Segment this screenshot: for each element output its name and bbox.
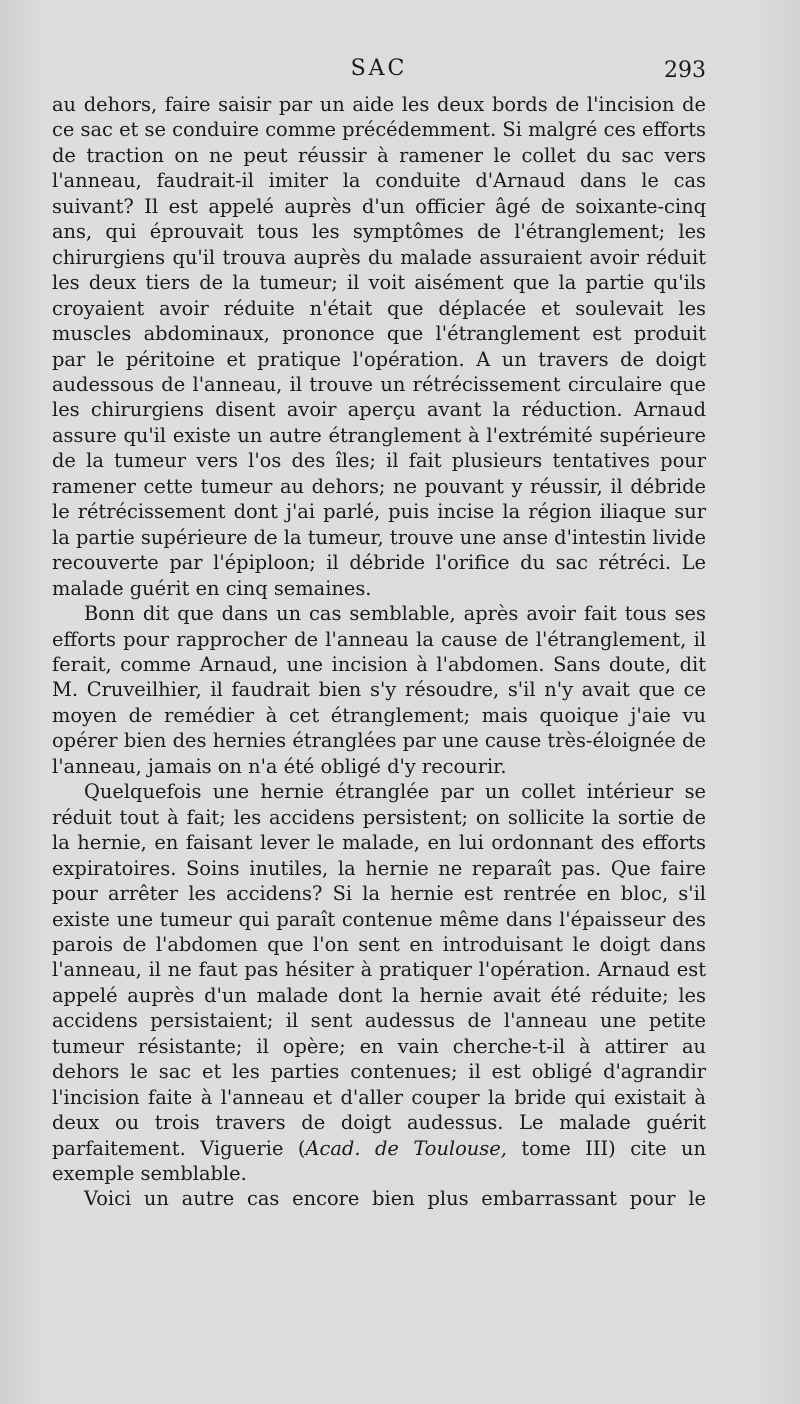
paragraph-bonn: Bonn dit que dans un cas semblable, après avoir fait tous ses efforts pour rapprocher de l'anneau la cause de l'étranglement, il ferait, comme Arnaud, une incision à l'abdomen. Sans doute, dit M. Cruveilhier, il faudrait bien s'y résoudre, s'il n'y avait que ce moyen de remédier à cet étranglement; mais quoique j'aie vu opérer bien des hernies étranglées par une cause très-éloignée de l'anneau, jamais on n'a été obligé d'y recourir. (52, 602, 706, 778)
running-head (52, 56, 706, 92)
page-number: 293 (664, 58, 706, 83)
running-head-title: SAC (350, 56, 408, 81)
body-text (52, 92, 706, 1212)
source-citation: Acad. de Toulouse, (305, 1136, 507, 1160)
paragraph-continued: au dehors, faire saisir par un aide les deux bords de l'incision de ce sac et se conduire comme précédemment. Si malgré ces efforts de traction on ne peut réussir à ramener le collet du sac vers l'anneau, faudrait-il imiter la conduite d'Arnaud dans le cas suivant? Il est appelé auprès d'un officier âgé de soixante-cinq ans, qui éprouvait tous les symptômes de l'étranglement; les chirurgiens qu'il trouva auprès du malade assuraient avoir réduit les deux tiers de la tumeur; il voit aisément que la partie qu'ils croyaient avoir réduite n'était que déplacée et soulevait les muscles abdominaux, prononce que l'étranglement est produit par le péritoine et pratique l'opération. A un travers de doigt audessous de l'anneau, il trouve un rétrécissement circulaire que les chirurgiens disent avoir aperçu avant la réduction. Arnaud assure qu'il existe un autre étranglement à l'extrémité supérieure de la tumeur vers l'os des îles; il fait plusieurs tentatives pour ramener cette tumeur au dehors; ne pouvant y réussir, il débride le rétrécissement dont j'ai parlé, puis incise la région iliaque sur la partie supérieure de la tumeur, trouve une anse d'intestin livide recouverte par l'épiploon; il débride l'orifice du sac rétréci. Le malade guérit en cinq semaines. (52, 93, 706, 600)
paragraph-voici: Voici un autre cas encore bien plus embarrassant pour le (84, 1187, 706, 1211)
paragraph-text-end: tome III) cite un exemple semblable. (52, 1136, 706, 1186)
paragraph-collet-interieur (52, 779, 706, 1186)
paragraph-text: Quelquefois une hernie étranglée par un collet intérieur se réduit tout à fait; les accidens persistent; on sollicite la sortie de la hernie, en faisant lever le malade, en lui ordonnant des efforts expiratoires. Soins inutiles, la hernie ne reparaît pas. Que faire pour arrêter les accidens? Si la hernie est rentrée en bloc, s'il existe une tumeur qui paraît contenue même dans l'épaisseur des parois de l'abdomen que l'on sent en introduisant le doigt dans l'anneau, il ne faut pas hésiter à pratiquer l'opération. Arnaud est appelé auprès d'un malade dont la hernie avait été réduite; les accidens persistaient; il sent audessus de l'anneau une petite tumeur résistante; il opère; en vain cherche-t-il à attirer au dehors le sac et les parties contenues; il est obligé d'agrandir l'incision faite à l'anneau et d'aller couper la bride qui existait à deux ou trois travers de doigt audessus. Le malade guérit parfaitement. Viguerie ( (52, 780, 706, 1160)
